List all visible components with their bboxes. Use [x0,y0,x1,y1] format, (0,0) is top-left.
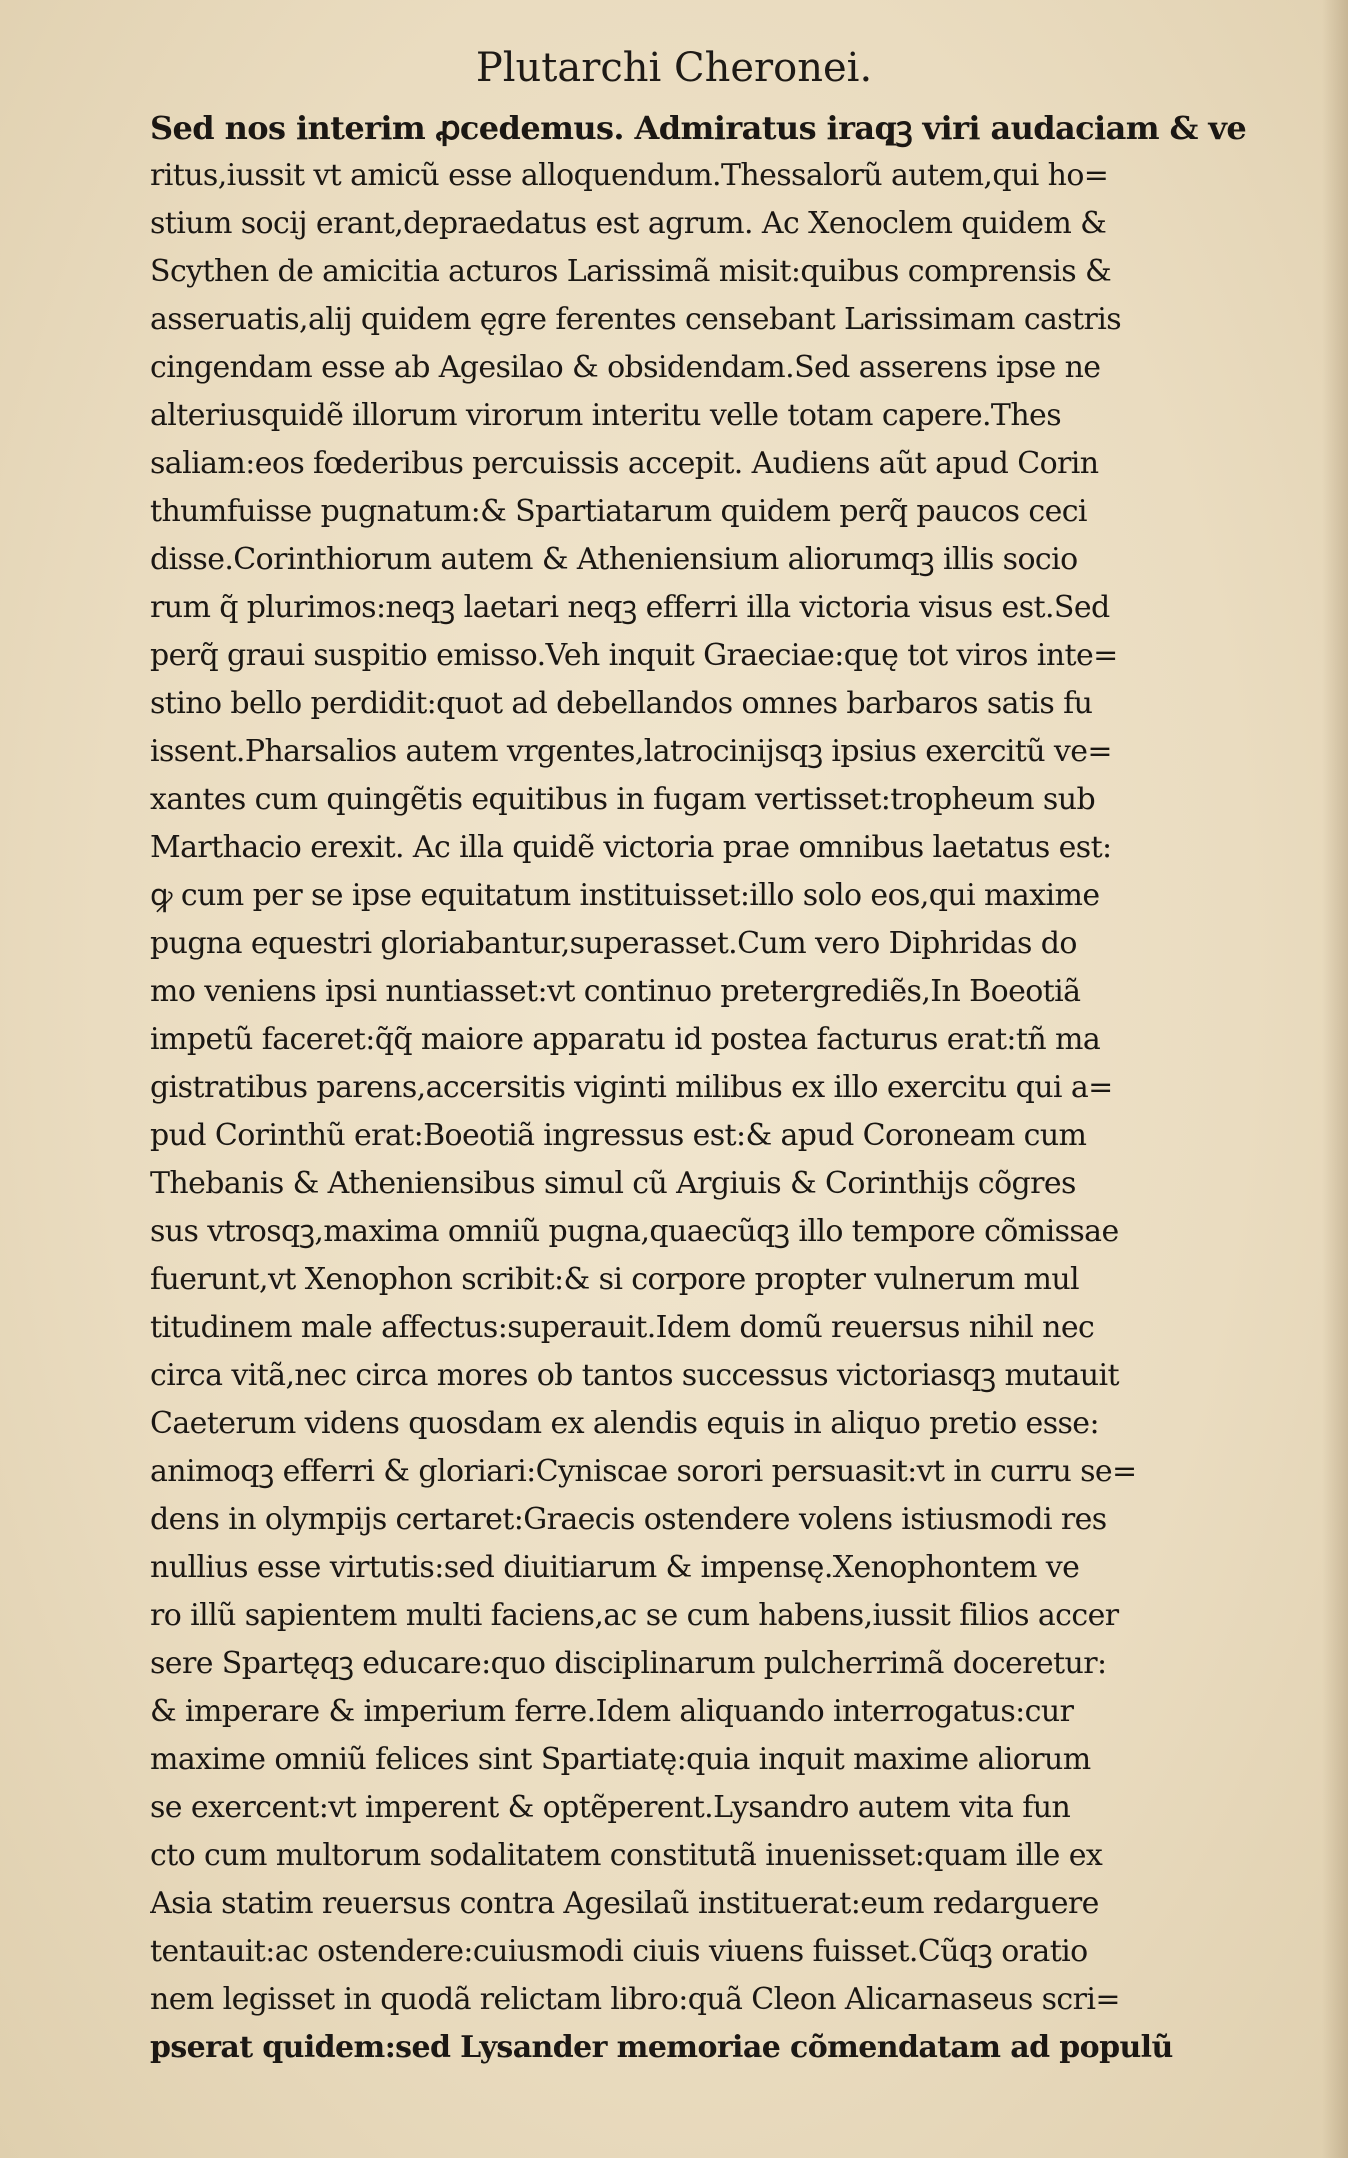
text-line: Thebanis & Atheniensibus simul cũ Argiuis & Corinthijs cõgres [150,1166,1076,1201]
text-line: Sed nos interim ꝓcedemus. Admiratus iraq̨ꝫ viri audaciam & ve [150,109,1247,147]
text-line: ꝙ cum per se ipse equitatum instituisset:illo solo eos,qui maxime [150,878,1100,913]
text-line: stium socij erant,depraedatus est agrum. Ac Xenoclem quidem & [150,206,1107,241]
text-line: & imperare & imperium ferre.Idem aliquando interrogatus:cur [150,1694,1074,1729]
text-line: sus vtrosqꝫ,maxima omniũ pugna,quaecũqꝫ illo tempore cõmissae [150,1214,1119,1249]
text-line: xantes cum quingẽtis equitibus in fugam vertisset:tropheum sub [150,782,1096,817]
text-line: rum q̃ plurimos:neqꝫ laetari neqꝫ efferri illa victoria visus est.Sed [150,590,1110,625]
text-line: ritus,iussit vt amicũ esse alloquendum.Thessalorũ autem,qui ho= [150,158,1109,193]
text-line: alteriusquidẽ illorum virorum interitu velle totam capere.Thes [150,398,1061,433]
text-line: dens in olympijs certaret:Graecis ostendere volens istiusmodi res [150,1502,1107,1537]
text-line: Caeterum videns quosdam ex alendis equis in aliquo pretio esse: [150,1406,1099,1441]
text-line: se exercent:vt imperent & optẽperent.Lysandro autem vita fun [150,1790,1071,1825]
text-line: thumfuisse pugnatum:& Spartiatarum quidem perq̃ paucos ceci [150,494,1087,529]
text-line: asseruatis,alij quidem ęgre ferentes censebant Larissimam castris [150,302,1122,337]
text-line: Scythen de amicitia acturos Larissimã misit:quibus comprensis & [150,254,1112,289]
body-text [150,104,1330,2072]
text-line: fuerunt,vt Xenophon scribit:& si corpore propter vulnerum mul [150,1262,1080,1297]
text-line: sere Spartęqꝫ educare:quo disciplinarum pulcherrimã doceretur: [150,1646,1107,1681]
text-line: nullius esse virtutis:sed diuitiarum & impensę.Xenophontem ve [150,1550,1080,1585]
text-line: tentauit:ac ostendere:cuiusmodi ciuis viuens fuisset.Cũqꝫ oratio [150,1934,1088,1969]
text-line: impetũ faceret:q̃q̃ maiore apparatu id postea facturus erat:tñ ma [150,1022,1101,1057]
text-line: Asia statim reuersus contra Agesilaũ instituerat:eum redarguere [150,1886,1099,1921]
text-line: stino bello perdidit:quot ad debellandos omnes barbaros satis fu [150,686,1093,721]
text-line: mo veniens ipsi nuntiasset:vt continuo pretergrediẽs,In Boeotiã [150,974,1081,1009]
text-line: ro illũ sapientem multi faciens,ac se cum habens,iussit filios accer [150,1598,1119,1633]
text-line: pud Corinthũ erat:Boeotiã ingressus est:& apud Coroneam cum [150,1118,1087,1153]
text-line: pugna equestri gloriabantur,superasset.Cum vero Diphridas do [150,926,1077,961]
text-line: perq̃ graui suspitio emisso.Veh inquit Graeciae:quę tot viros inte= [150,638,1118,673]
text-line: disse.Corinthiorum autem & Atheniensium aliorumqꝫ illis socio [150,542,1078,577]
text-line: issent.Pharsalios autem vrgentes,latrocinijsqꝫ ipsius exercitũ ve= [150,734,1112,769]
running-head: Plutarchi Cheronei. [475,45,873,91]
text-line: saliam:eos fœderibus percuissis accepit. Audiens aũt apud Corin [150,446,1099,481]
text-line: circa vitã,nec circa mores ob tantos successus victoriasqꝫ mutauit [150,1358,1119,1393]
text-line: cto cum multorum sodalitatem constitutã inuenisset:quam ille ex [150,1838,1103,1873]
text-line: gistratibus parens,accersitis viginti milibus ex illo exercitu qui a= [150,1070,1113,1105]
text-line: animoqꝫ efferri & gloriari:Cyniscae sorori persuasit:vt in curru se= [150,1454,1137,1489]
text-line: nem legisset in quodã relictam libro:quã Cleon Alicarnaseus scri= [150,1982,1120,2017]
text-line: maxime omniũ felices sint Spartiatę:quia inquit maxime aliorum [150,1742,1091,1777]
text-line: cingendam esse ab Agesilao & obsidendam.Sed asserens ipse ne [150,350,1101,385]
text-line: Marthacio erexit. Ac illa quidẽ victoria prae omnibus laetatus est: [150,830,1112,865]
text-line: pserat quidem:sed Lysander memoriae cõmendatam ad populũ [150,2030,1173,2065]
text-line: titudinem male affectus:superauit.Idem domũ reuersus nihil nec [150,1310,1095,1345]
